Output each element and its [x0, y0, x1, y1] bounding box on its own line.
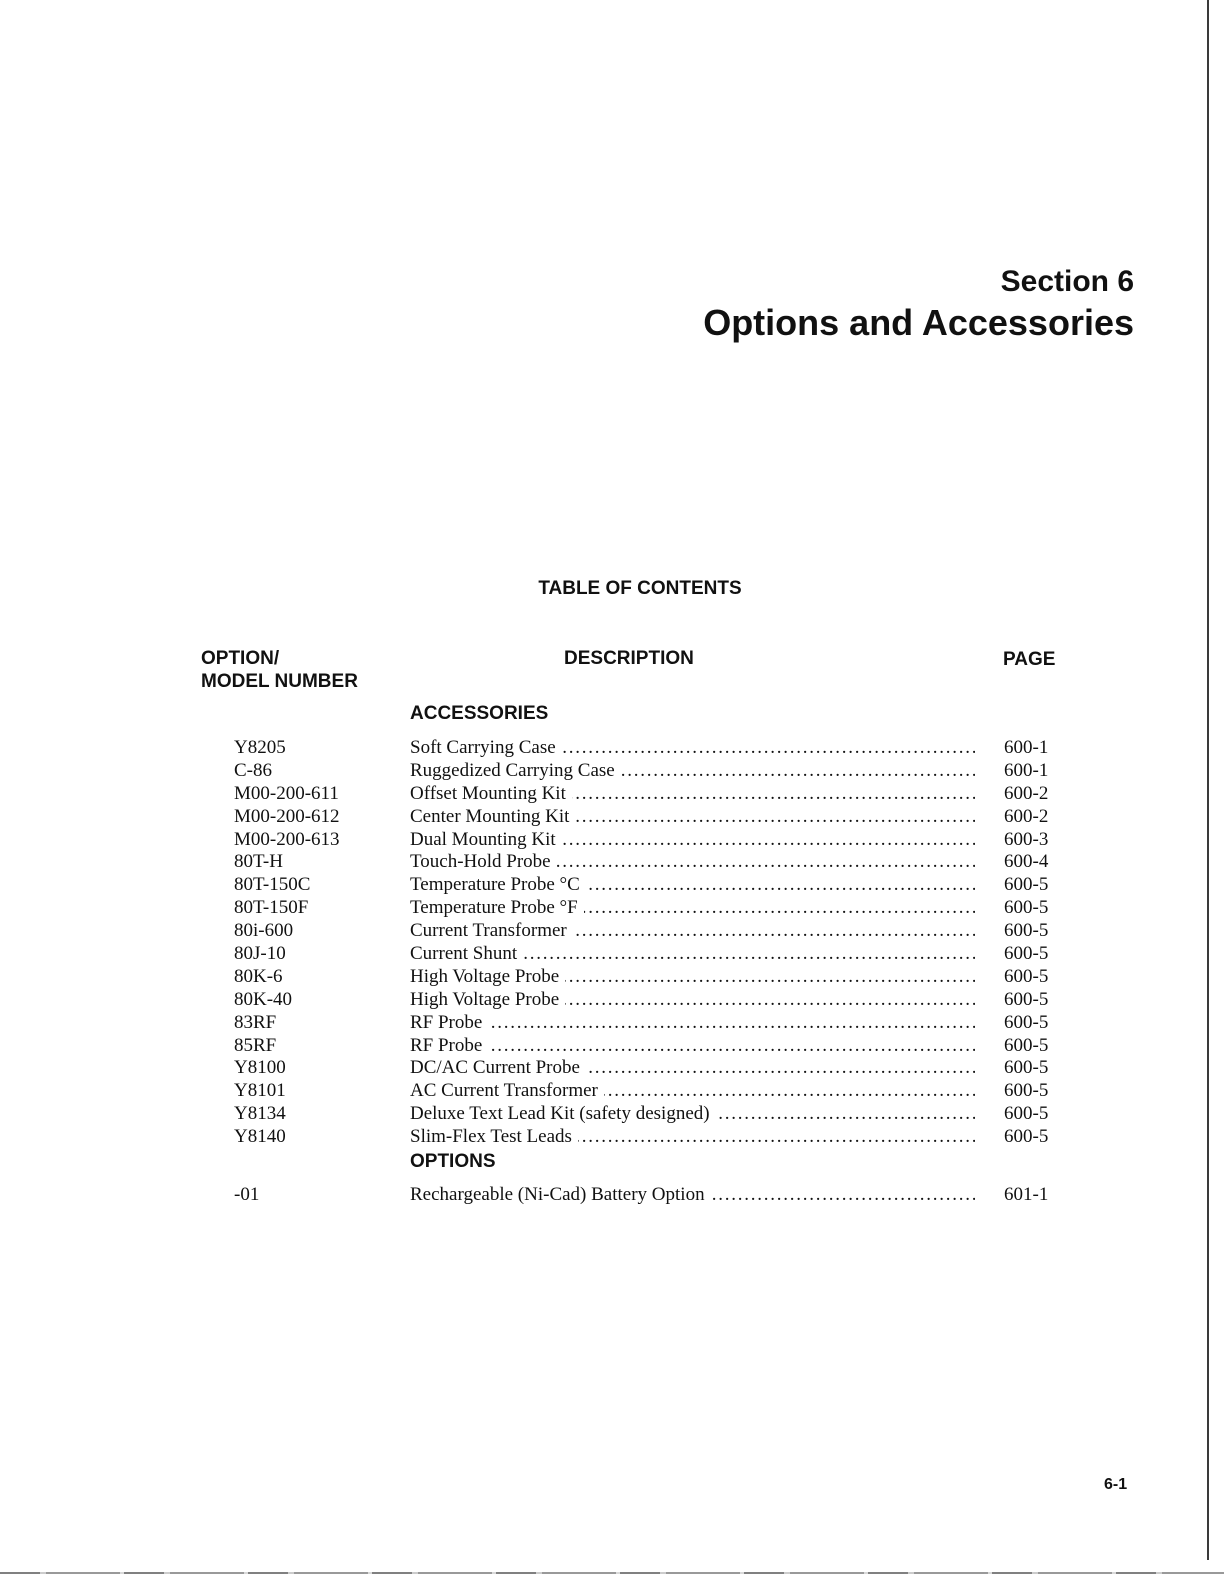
toc-row-m00-200-613	[0, 829, 1224, 852]
toc-row-m00-200-611	[0, 783, 1224, 806]
entry-description	[410, 1126, 975, 1149]
entry-page: 601-1	[1004, 1184, 1049, 1205]
entry-description	[410, 897, 975, 920]
entry-description	[410, 1035, 975, 1058]
entry-page: 600-5	[1004, 965, 1049, 987]
entry-page: 600-5	[1004, 874, 1049, 896]
model-number: Y8134	[234, 1103, 286, 1125]
toc-row-80i-600	[0, 920, 1224, 943]
toc-row-y8100	[0, 1057, 1224, 1080]
entry-description-text: Offset Mounting Kit	[410, 783, 572, 804]
model-number: M00-200-612	[234, 805, 340, 827]
entry-description-text: Deluxe Text Lead Kit (safety designed)	[410, 1103, 716, 1124]
model-number: Y8140	[234, 1126, 286, 1148]
entry-page: 600-5	[1004, 1103, 1049, 1125]
entry-description	[410, 920, 975, 943]
model-number: -01	[234, 1184, 260, 1205]
model-number: Y8205	[234, 737, 286, 758]
model-number: 80i-600	[234, 920, 294, 942]
entry-description	[410, 760, 975, 783]
toc-row-80j-10	[0, 943, 1224, 966]
entry-page: 600-5	[1004, 1080, 1049, 1102]
page-header: PAGE	[1003, 649, 1056, 670]
description-header: DESCRIPTION	[564, 648, 694, 669]
entry-description-text: Temperature Probe °F	[410, 897, 584, 918]
entry-description	[410, 1080, 975, 1103]
entry-description-text: Temperature Probe °C	[410, 874, 586, 895]
section-heading	[703, 264, 1134, 346]
toc-title: TABLE OF CONTENTS	[538, 578, 742, 599]
toc-row-80t-150c	[0, 874, 1224, 897]
entry-description-text: RF Probe	[410, 1035, 488, 1056]
toc-row-83rf	[0, 1012, 1224, 1035]
entry-description	[410, 966, 975, 989]
entry-page: 600-5	[1004, 1126, 1049, 1148]
entry-description-text: Current Transformer	[410, 920, 573, 941]
entry-description	[410, 989, 975, 1012]
model-number: Y8101	[234, 1080, 286, 1102]
entry-page: 600-5	[1004, 943, 1049, 965]
accessories-list	[0, 737, 1224, 1149]
entry-page: 600-1	[1004, 737, 1049, 758]
entry-page: 600-1	[1004, 759, 1049, 781]
model-number: 80T-H	[234, 851, 283, 873]
model-number: M00-200-611	[234, 782, 339, 804]
entry-page: 600-5	[1004, 920, 1049, 942]
section-number: Section 6	[1000, 265, 1134, 298]
entry-description-text: Soft Carrying Case	[410, 737, 562, 758]
entry-description-text: Rechargeable (Ni-Cad) Battery Option	[410, 1184, 711, 1205]
entry-description	[410, 851, 975, 874]
accessories-group-heading: ACCESSORIES	[410, 703, 549, 724]
toc-row-c-86	[0, 760, 1224, 783]
entry-page: 600-5	[1004, 1057, 1049, 1079]
toc-row-80t-150f	[0, 897, 1224, 920]
model-number: M00-200-613	[234, 828, 340, 850]
entry-page: 600-2	[1004, 782, 1049, 804]
entry-page: 600-4	[1004, 851, 1049, 873]
toc-row-y8140	[0, 1126, 1224, 1149]
entry-page: 600-2	[1004, 805, 1049, 827]
toc-row-y8134	[0, 1103, 1224, 1126]
entry-description	[410, 943, 975, 966]
section-title: Options and Accessories	[703, 302, 1134, 343]
toc-row-option-01	[0, 1184, 1224, 1207]
bottom-edge-scan-line	[0, 1572, 1224, 1574]
option-model-number-header	[201, 647, 358, 693]
entry-description-text: Dual Mounting Kit	[410, 829, 562, 850]
entry-description-text: Slim-Flex Test Leads	[410, 1126, 578, 1147]
entry-description	[410, 737, 975, 760]
entry-description-text: DC/AC Current Probe	[410, 1057, 586, 1078]
entry-description-text: Ruggedized Carrying Case	[410, 760, 621, 781]
toc-row-80k-40	[0, 989, 1224, 1012]
entry-description-text: Current Shunt	[410, 943, 523, 964]
entry-description	[410, 874, 975, 897]
entry-page: 600-5	[1004, 1034, 1049, 1056]
toc-row-85rf	[0, 1035, 1224, 1058]
toc-row-y8101	[0, 1080, 1224, 1103]
options-list	[0, 1184, 1224, 1207]
entry-description-text: High Voltage Probe	[410, 966, 565, 987]
entry-description	[410, 1057, 975, 1080]
entry-description-text: Center Mounting Kit	[410, 806, 575, 827]
entry-description-text: High Voltage Probe	[410, 989, 565, 1010]
model-number: 80K-6	[234, 965, 283, 987]
entry-page: 600-5	[1004, 1011, 1049, 1033]
entry-description-text: AC Current Transformer	[410, 1080, 604, 1101]
option-header-line-2: MODEL NUMBER	[201, 671, 358, 692]
toc-row-80t-h	[0, 851, 1224, 874]
entry-description	[410, 1184, 975, 1207]
entry-description	[410, 1103, 975, 1126]
entry-description-text: RF Probe	[410, 1012, 488, 1033]
model-number: 80K-40	[234, 988, 293, 1010]
option-header-line-1: OPTION/	[201, 648, 280, 669]
entry-page: 600-5	[1004, 988, 1049, 1010]
entry-description-text: Touch-Hold Probe	[410, 851, 557, 872]
toc-row-80k-6	[0, 966, 1224, 989]
model-number: 80T-150F	[234, 897, 309, 919]
entry-page: 600-3	[1004, 828, 1049, 850]
model-number: 80T-150C	[234, 874, 311, 896]
model-number: 80J-10	[234, 943, 286, 965]
entry-description	[410, 829, 975, 852]
model-number: 83RF	[234, 1011, 277, 1033]
toc-row-y8205	[0, 737, 1224, 760]
page-number: 6-1	[1104, 1476, 1128, 1493]
toc-row-m00-200-612	[0, 806, 1224, 829]
entry-description	[410, 1012, 975, 1035]
model-number: 85RF	[234, 1034, 277, 1056]
entry-description	[410, 806, 975, 829]
entry-page: 600-5	[1004, 897, 1049, 919]
entry-description	[410, 783, 975, 806]
model-number: Y8100	[234, 1057, 286, 1079]
options-group-heading: OPTIONS	[410, 1151, 496, 1172]
model-number: C-86	[234, 759, 272, 781]
